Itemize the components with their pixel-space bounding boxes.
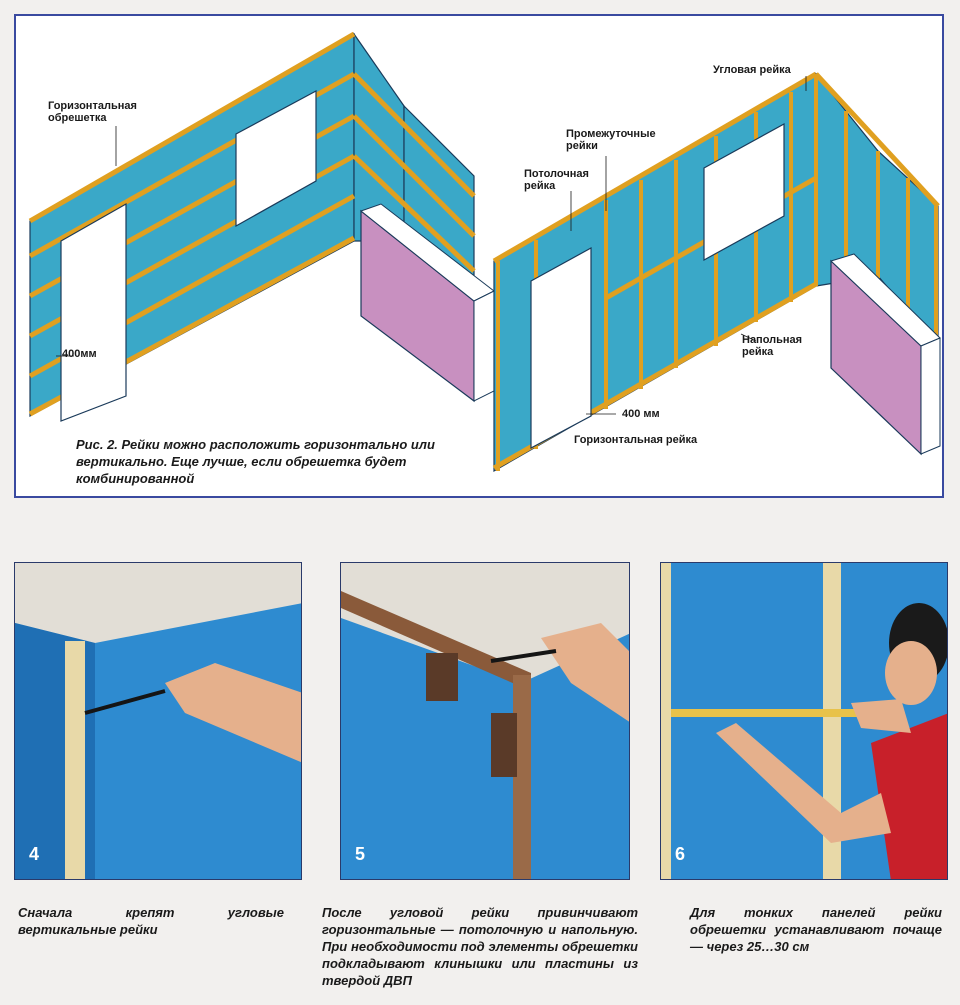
label-intermediate-battens: Промежуточные рейки bbox=[566, 128, 656, 152]
photo-6-number: 6 bbox=[675, 844, 686, 864]
photo-5-number: 5 bbox=[355, 844, 366, 864]
batten-diagram bbox=[16, 16, 942, 496]
label-horizontal-batten: Горизонтальная рейка bbox=[574, 434, 698, 446]
photo-4 bbox=[14, 562, 302, 880]
figure-frame bbox=[14, 14, 944, 498]
label-floor-batten: Напольная рейка bbox=[742, 334, 803, 358]
photo-6 bbox=[660, 562, 948, 880]
label-spacing-left: 400мм bbox=[62, 348, 97, 360]
label-ceiling-batten: Потолочная рейка bbox=[524, 168, 589, 192]
photo-5 bbox=[340, 562, 630, 880]
right-room-illustration bbox=[494, 74, 940, 471]
left-room-illustration bbox=[30, 34, 494, 421]
photo-4-illustration bbox=[15, 563, 302, 880]
photo-5-illustration bbox=[341, 563, 630, 880]
photo-4-number: 4 bbox=[29, 844, 40, 864]
figure-caption: Рис. 2. Рейки можно расположить горизонтально или вертикально. Еще лучше, если обрешетка будет комбинированной bbox=[76, 437, 435, 486]
label-corner-batten: Угловая рейка bbox=[713, 64, 791, 76]
label-spacing-right: 400 мм bbox=[622, 408, 660, 420]
photo-6-illustration bbox=[661, 563, 948, 880]
photo-6-caption: Для тонких панелей рейки обрешетки устанавливают почаще — через 25…30 см bbox=[690, 905, 942, 954]
photo-4-caption: Сначала крепят угловые вертикальные рейки bbox=[18, 905, 284, 937]
label-horizontal-battens: Горизонтальная обрешетка bbox=[48, 100, 137, 124]
photo-5-caption: После угловой рейки привинчивают горизонтальные — потолочную и напольную. При необходимости под элементы обрешетки подкладывают клинышки или пластины из твердой ДВП bbox=[322, 905, 638, 988]
